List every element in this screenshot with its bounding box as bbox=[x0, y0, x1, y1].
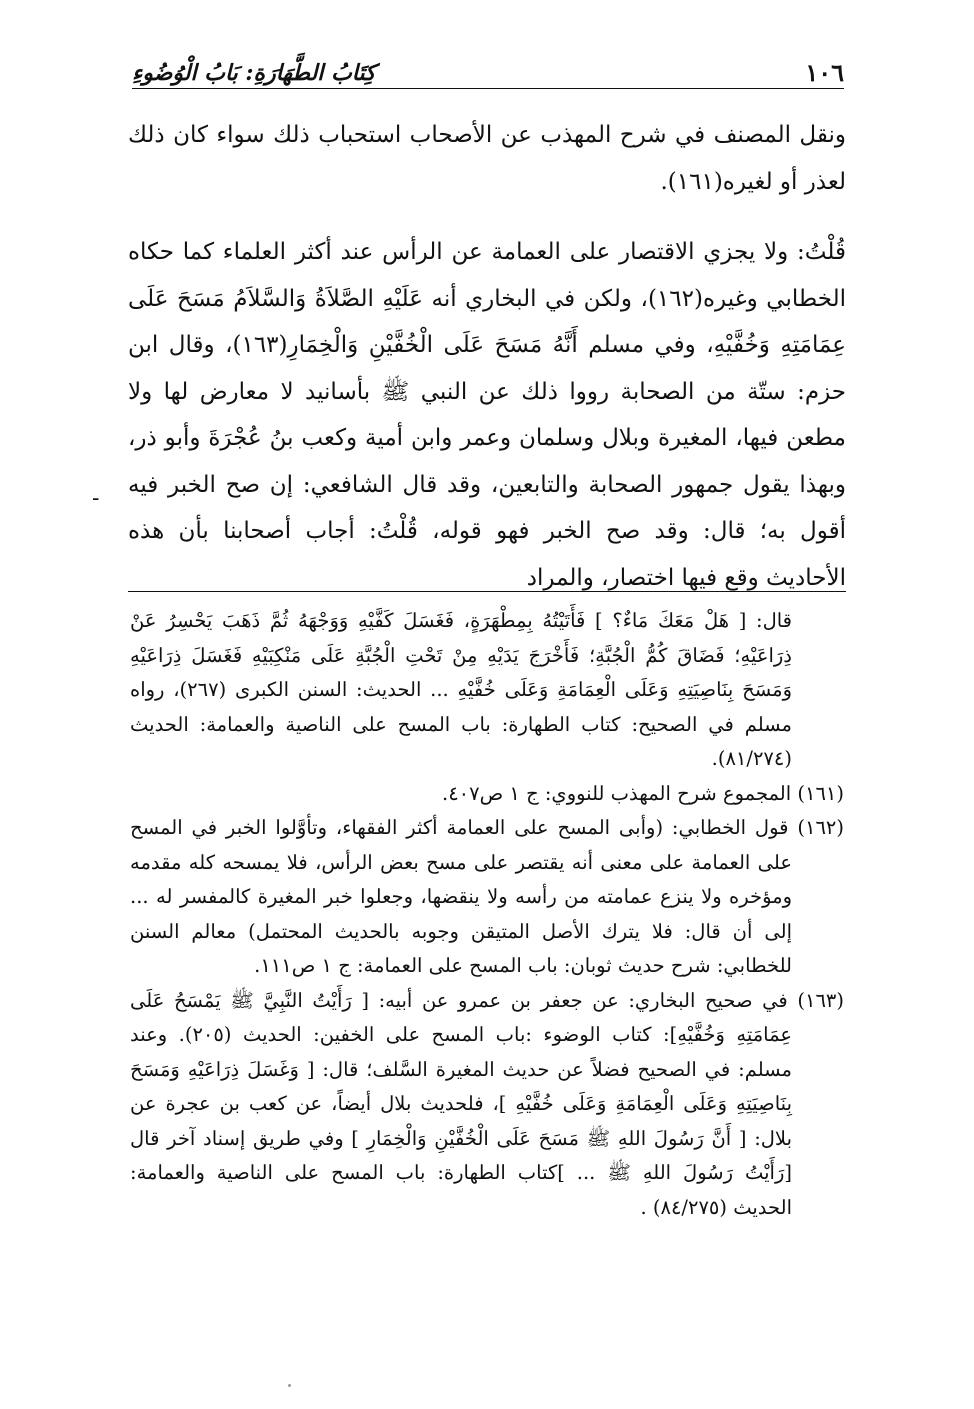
scan-speck bbox=[288, 1384, 291, 1387]
footnote-162: (١٦٢) قول الخطابي: (وأبى المسح على العمامة أكثر الفقهاء، وتأوَّلوا الخبر في المسح على العمامة على معنى أنه يقتصر على مسح بعض الرأس، فلا يمسحه كله مقدمه ومؤخره ولا ينزع عمامته من رأسه ولا ينقضها، وجعلوا خبر المغيرة كالمفسر له ... إلى أن قال: فلا يترك الأصل المتيقن وجوبه بالحديث المحتمل) معالم السنن للخطابي: شرح حديث ثوبان: باب المسح على العمامة: ج ١ ص١١١. bbox=[130, 816, 844, 977]
running-header-title: كِتَابُ الطَّهَارَةِ: بَابُ الْوُضُوءِ bbox=[132, 60, 376, 86]
page-number: ١٠٦ bbox=[805, 58, 844, 87]
footnotes bbox=[130, 604, 844, 1225]
main-paragraph-1: ونقل المصنف في شرح المهذب عن الأصحاب استحباب ذلك سواء كان ذلك لعذر أو لغيره(١٦١). bbox=[128, 122, 846, 195]
main-text bbox=[128, 112, 846, 601]
footnote-separator bbox=[128, 591, 846, 592]
footnote-continuation: قال: [ هَلْ مَعَكَ مَاءٌ؟ ] فَأَتَيْتُهُ بِمِطْهَرَةٍ، فَغَسَلَ كَفَّيْهِ وَوَجْهَهُ ثُمَّ ذَهَبَ يَحْسِرُ عَنْ ذِرَاعَيْهِ؛ فَضَاقَ كُمُّ الْجُبَّةِ؛ فَأَخْرَجَ يَدَيْهِ مِنْ تَحْتِ الْجُبَّةِ عَلَى مَنْكِبَيْهِ فَغَسَلَ ذِرَاعَيْهِ وَمَسَحَ بِنَاصِيَتِهِ وَعَلَى الْعِمَامَةِ وَعَلَى خُفَّيْهِ ... الحديث: السنن الكبرى (٢٦٧)، رواه مسلم في الصحيح: كتاب الطهارة: باب المسح على الناصية والعمامة: الحديث (٨١/٢٧٤). bbox=[130, 609, 792, 770]
footnote-163: (١٦٣) في صحيح البخاري: عن جعفر بن عمرو عن أبيه: [ رَأَيْتُ النَّبِيَّ ﷺ يَمْسَحُ عَلَى عِمَامَتِهِ وَخُفَّيْهِ]: كتاب الوضوء :باب المسح على الخفين: الحديث (٢٠٥). وعند مسلم: في الصحيح فضلاً عن حديث المغيرة السَّلف؛ قال: [ وَغَسَلَ ذِرَاعَيْهِ وَمَسَحَ بِنَاصِيَتِهِ وَعَلَى الْعِمَامَةِ وَعَلَى خُفَّيْهِ ]، فلحديث بلال أيضاً، عن كعب بن عجرة عن بلال: [ أَنَّ رَسُولَ اللهِ ﷺ مَسَحَ عَلَى الْخُفَّيْنِ وَالْخِمَارِ ] وفي طريق إسناد آخر قال [رَأَيْتُ رَسُولَ اللهِ ﷺ ... ]كتاب الطهارة: باب المسح على الناصية والعمامة: الحديث (٨٤/٢٧٥) . bbox=[130, 988, 844, 1219]
footnote-161: (١٦١) المجموع شرح المهذب للنووي: ج ١ ص٤٠٧. bbox=[441, 781, 844, 805]
running-header bbox=[132, 52, 844, 89]
margin-mark: - bbox=[92, 486, 100, 511]
main-paragraph-2: قُلْتُ: ولا يجزي الاقتصار على العمامة عن الرأس عند أكثر العلماء كما حكاه الخطابي وغيره(١٦٢)، ولكن في البخاري أنه عَلَيْهِ الصَّلاَةُ وَالسَّلاَمُ مَسَحَ عَلَى عِمَامَتِهِ وَخُفَّيْهِ، وفي مسلم أَنَّهُ مَسَحَ عَلَى الْخُفَّيْنِ وَالْخِمَارِ(١٦٣)، وقال ابن حزم: ستّة من الصحابة رووا ذلك عن النبي ﷺ بأسانيد لا معارض لها ولا مطعن فيها، المغيرة وبلال وسلمان وعمر وابن أمية وكعب بنُ عُجْرَةَ وأبو ذر، وبهذا يقول جمهور الصحابة والتابعين، وقد قال الشافعي: إن صح الخبر فيه أقول به؛ قال: وقد صح الخبر فهو قوله، قُلْتُ: أجاب أصحابنا بأن هذه الأحاديث وقع فيها اختصار، والمراد bbox=[128, 239, 846, 591]
